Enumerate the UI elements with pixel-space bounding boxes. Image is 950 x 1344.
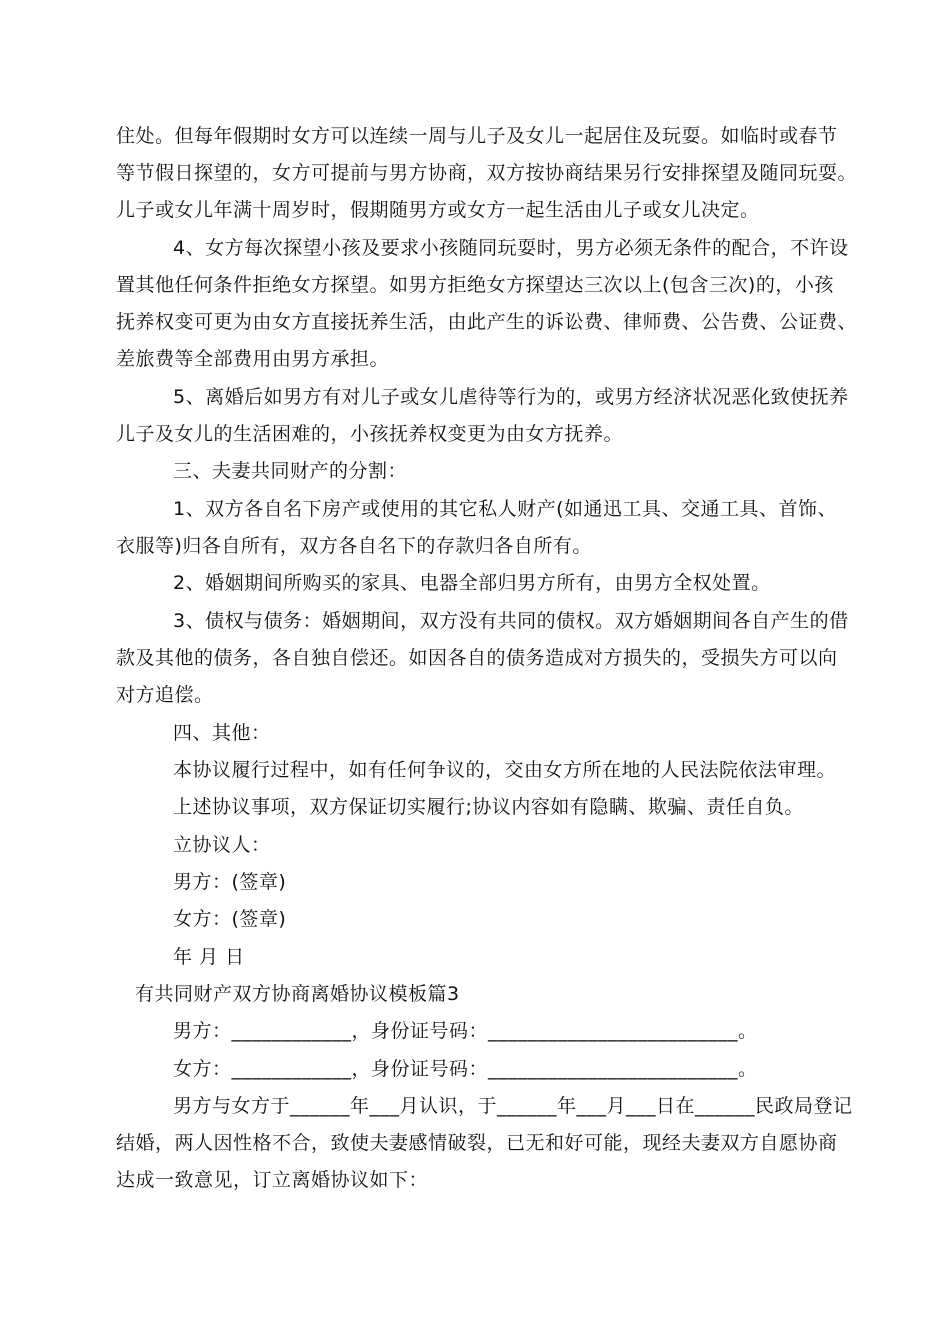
date-line: 年 月 日 <box>173 946 245 968</box>
clause-5-line: 5、离婚后如男方有对儿子或女儿虐待等行为的，或男方经济状况恶化致使抚养 <box>173 386 849 408</box>
paragraph-line: 对方追偿。 <box>116 684 214 706</box>
paragraph-line: 差旅费等全部费用由男方承担。 <box>116 348 390 370</box>
paragraph-line: 结婚，两人因性格不合，致使夫妻感情破裂，已无和好可能，现经夫妻双方自愿协商 <box>116 1132 838 1154</box>
marriage-info-line: 男方与女方于______年___月认识，于______年___月___日在______民政局登记 <box>173 1095 853 1117</box>
female-id-line: 女方：____________，身份证号码：_________________________。 <box>173 1058 758 1080</box>
paragraph-line: 衣服等)归各自所有，双方各自名下的存款归各自所有。 <box>116 535 592 557</box>
paragraph-line: 款及其他的债务，各自独自偿还。如因各自的债务造成对方损失的，受损失方可以向 <box>116 647 838 669</box>
template-3-title: 有共同财产双方协商离婚协议模板篇3 <box>135 983 460 1005</box>
section-heading-other: 四、其他： <box>173 722 271 744</box>
paragraph-line: 置其他任何条件拒绝女方探望。如男方拒绝女方探望达三次以上(包含三次)的，小孩 <box>116 274 834 296</box>
property-clause-2-line: 2、婚姻期间所购买的家具、电器全部归男方所有，由男方全权处置。 <box>173 572 771 594</box>
property-clause-3-line: 3、债权与债务：婚姻期间，双方没有共同的债权。双方婚姻期间各自产生的借 <box>173 610 849 632</box>
section-heading-property: 三、夫妻共同财产的分割： <box>173 460 408 482</box>
paragraph-line: 儿子或女儿年满十周岁时，假期随男方或女方一起生活由儿子或女儿决定。 <box>116 199 760 221</box>
paragraph-line: 儿子及女儿的生活困难的，小孩抚养权变更为由女方抚养。 <box>116 423 624 445</box>
signatories-label: 立协议人： <box>173 834 271 856</box>
male-signature-line: 男方：(签章) <box>173 871 287 893</box>
female-signature-line: 女方：(签章) <box>173 908 287 930</box>
property-clause-1-line: 1、双方各自名下房产或使用的其它私人财产(如通迅工具、交通工具、首饰、 <box>173 498 838 520</box>
paragraph-line: 等节假日探望的，女方可提前与男方协商，双方按协商结果另行安排探望及随同玩耍。 <box>116 162 858 184</box>
paragraph-line: 达成一致意见，订立离婚协议如下： <box>116 1169 429 1191</box>
dispute-clause-line: 本协议履行过程中，如有任何争议的，交由女方所在地的人民法院依法审理。 <box>173 759 837 781</box>
paragraph-line: 抚养权变可更为由女方直接抚养生活，由此产生的诉讼费、律师费、公告费、公证费、 <box>116 311 858 333</box>
paragraph-line: 住处。但每年假期时女方可以连续一周与儿子及女儿一起居住及玩耍。如临时或春节 <box>116 125 838 147</box>
male-id-line: 男方：____________，身份证号码：_________________________。 <box>173 1020 758 1042</box>
commitment-clause-line: 上述协议事项，双方保证切实履行;协议内容如有隐瞒、欺骗、责任自负。 <box>173 796 804 818</box>
clause-4-line: 4、女方每次探望小孩及要求小孩随同玩耍时，男方必须无条件的配合，不许设 <box>173 237 849 259</box>
